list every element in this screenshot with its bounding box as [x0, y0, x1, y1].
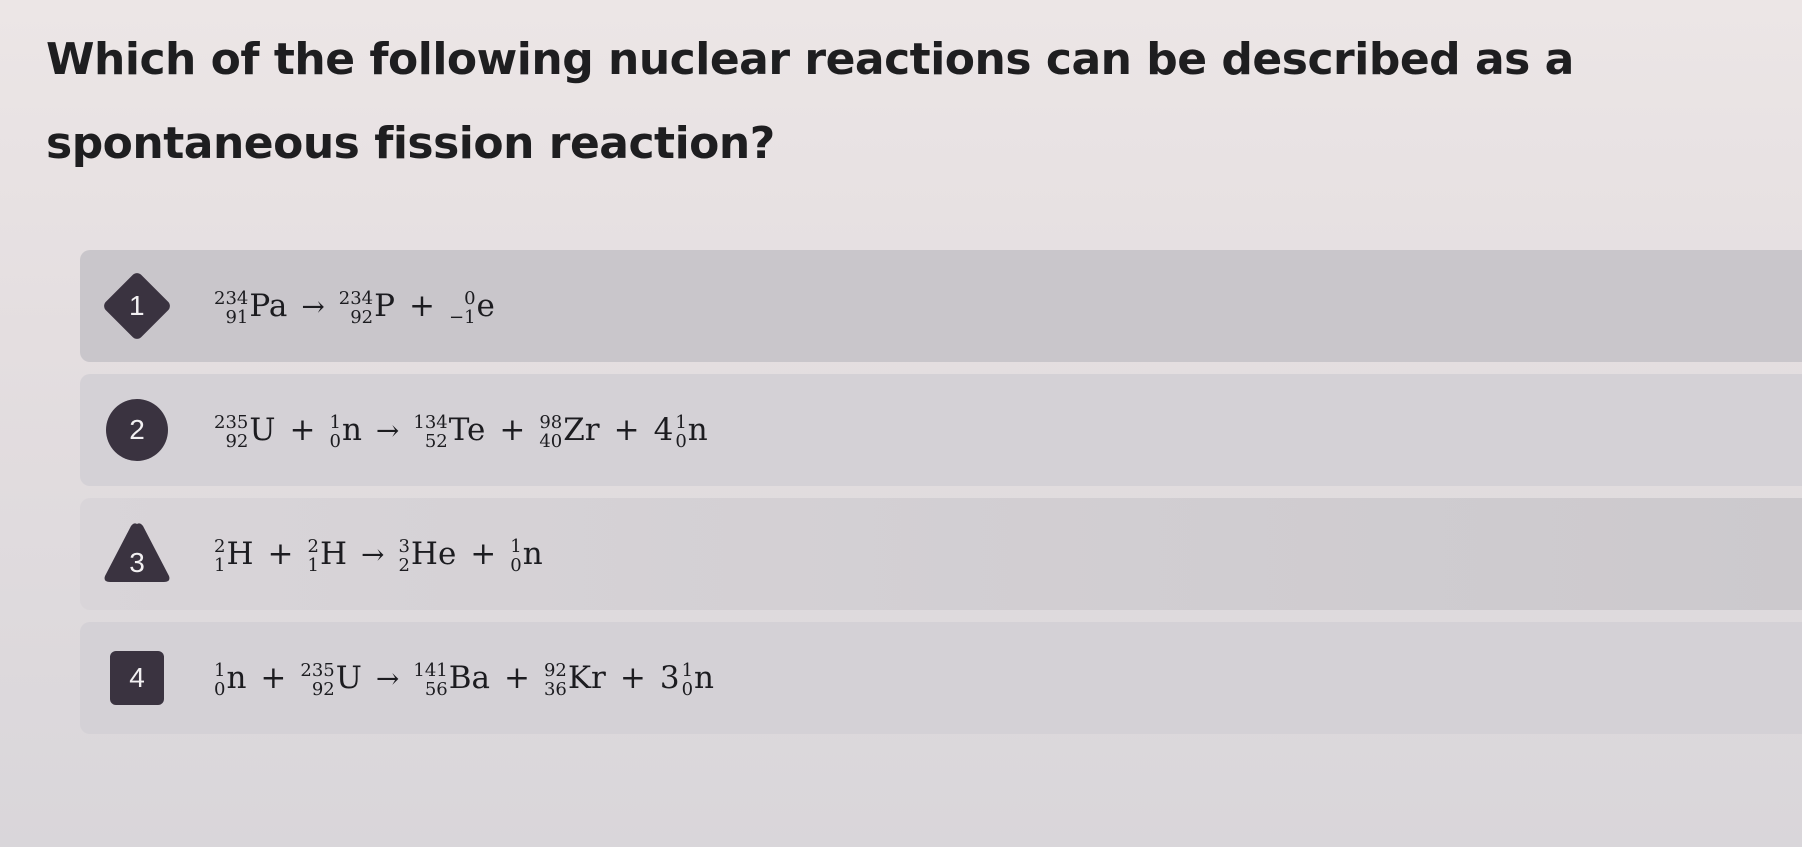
- option-badge-3: [102, 520, 172, 586]
- mass-number: 98: [539, 412, 563, 433]
- nuclide-scripts: [398, 537, 409, 575]
- nuclide: [214, 535, 254, 576]
- mass-number: 2: [307, 536, 319, 557]
- element-symbol: Te: [448, 412, 486, 448]
- reaction-arrow: →: [375, 413, 400, 447]
- atomic-number: 56: [424, 679, 448, 700]
- plus-sign: +: [619, 660, 646, 696]
- atomic-number: 0: [675, 431, 687, 452]
- element-symbol: U: [335, 660, 362, 696]
- element-symbol: Pa: [249, 288, 288, 324]
- plus-sign: +: [504, 660, 530, 696]
- nuclide: [307, 535, 347, 576]
- nuclide: [338, 287, 395, 328]
- plus-sign: +: [260, 660, 287, 696]
- element-symbol: n: [522, 536, 543, 572]
- nuclide: [448, 287, 495, 328]
- reaction-equation-4: [210, 646, 718, 710]
- atomic-number: 1: [214, 555, 226, 576]
- nuclide-scripts: [682, 661, 693, 699]
- nuclide-scripts: [449, 289, 476, 327]
- atomic-number: 91: [225, 307, 249, 328]
- element-symbol: H: [319, 536, 347, 572]
- option-badge-number: 2: [129, 414, 145, 445]
- reaction-equation-2: [210, 398, 712, 462]
- atomic-number: 40: [539, 431, 563, 452]
- element-symbol: Zr: [563, 412, 600, 448]
- mass-number: 235: [300, 660, 335, 681]
- mass-number: 134: [413, 412, 448, 433]
- plus-sign: +: [409, 288, 435, 324]
- mass-number: 234: [214, 288, 249, 309]
- atomic-number: 92: [350, 307, 374, 328]
- nuclide: [329, 411, 362, 452]
- answer-options: [80, 250, 1802, 810]
- atomic-number: 1: [307, 555, 319, 576]
- atomic-number: 52: [424, 431, 448, 452]
- element-symbol: n: [687, 412, 708, 448]
- nuclide-scripts: [413, 413, 447, 451]
- atomic-number: 2: [398, 555, 410, 576]
- element-symbol: n: [341, 412, 362, 448]
- nuclide-scripts: [544, 661, 567, 699]
- nuclide: [539, 411, 600, 452]
- nuclide-scripts: [214, 661, 225, 699]
- option-badge-2: [106, 399, 168, 461]
- coefficient: 3: [659, 660, 680, 696]
- nuclide: [214, 411, 276, 452]
- nuclide-scripts: [307, 537, 318, 575]
- mass-number: 1: [214, 660, 226, 681]
- element-symbol: H: [226, 536, 254, 572]
- mass-number: 2: [214, 536, 226, 557]
- nuclide: [659, 659, 715, 700]
- atomic-number: 0: [681, 679, 694, 700]
- option-badge-number: 1: [129, 289, 145, 321]
- element-symbol: e: [476, 288, 495, 324]
- nuclide-scripts: [214, 413, 248, 451]
- nuclide: [653, 411, 708, 452]
- mass-number: 235: [214, 412, 249, 433]
- atomic-number: 92: [311, 679, 335, 700]
- option-badge-number: 4: [129, 662, 145, 693]
- plus-sign: +: [267, 536, 294, 572]
- nuclide: [214, 659, 247, 700]
- element-symbol: Kr: [567, 660, 606, 696]
- nuclide-scripts: [300, 661, 334, 699]
- element-symbol: P: [374, 288, 395, 324]
- option-badge-number: 3: [129, 547, 145, 578]
- element-symbol: n: [226, 660, 247, 696]
- mass-number: 234: [338, 288, 374, 309]
- nuclide: [510, 535, 543, 576]
- answer-option-4[interactable]: [80, 622, 1802, 734]
- atomic-number: 0: [214, 679, 226, 700]
- mass-number: 1: [510, 536, 522, 557]
- reaction-arrow: →: [375, 661, 400, 695]
- answer-option-1[interactable]: [80, 250, 1802, 362]
- nuclide-scripts: [214, 289, 248, 327]
- plus-sign: +: [470, 536, 497, 572]
- plus-sign: +: [499, 412, 526, 448]
- plus-sign: +: [613, 412, 640, 448]
- nuclide: [543, 659, 606, 700]
- nuclide: [398, 535, 457, 576]
- reaction-equation-1: [210, 274, 499, 338]
- plus-sign: +: [289, 412, 316, 448]
- element-symbol: Ba: [448, 660, 490, 696]
- atomic-number: 36: [543, 679, 567, 700]
- reaction-equation-3: [210, 522, 547, 586]
- mass-number: 92: [543, 660, 567, 681]
- nuclide-scripts: [329, 413, 340, 451]
- nuclide-scripts: [510, 537, 521, 575]
- reaction-arrow: →: [301, 289, 325, 323]
- answer-option-3[interactable]: [80, 498, 1802, 610]
- mass-number: 1: [329, 412, 341, 433]
- element-symbol: n: [694, 660, 715, 696]
- atomic-number: 92: [225, 431, 249, 452]
- nuclide-scripts: [214, 537, 225, 575]
- option-badge-4: [110, 651, 164, 705]
- option-badge-1: [102, 271, 173, 342]
- mass-number: 0: [464, 288, 476, 309]
- nuclide-scripts: [675, 413, 686, 451]
- mass-number: 141: [413, 660, 448, 681]
- question-text: Which of the following nuclear reactions can be described as a spontaneous fission reaction?: [46, 34, 1574, 169]
- nuclide-scripts: [413, 661, 447, 699]
- mass-number: 1: [675, 412, 687, 433]
- element-symbol: He: [410, 536, 457, 572]
- nuclide: [300, 659, 362, 700]
- atomic-number: 0: [329, 431, 341, 452]
- nuclide-scripts: [539, 413, 562, 451]
- coefficient: 4: [653, 412, 674, 448]
- nuclide: [214, 287, 288, 328]
- answer-option-2[interactable]: [80, 374, 1802, 486]
- nuclide: [413, 411, 486, 452]
- mass-number: 1: [681, 660, 694, 681]
- nuclide-scripts: [339, 289, 373, 327]
- element-symbol: U: [249, 412, 276, 448]
- atomic-number: −1: [448, 307, 476, 328]
- atomic-number: 0: [510, 555, 522, 576]
- reaction-arrow: →: [360, 537, 385, 571]
- nuclide: [413, 659, 490, 700]
- mass-number: 3: [398, 536, 410, 557]
